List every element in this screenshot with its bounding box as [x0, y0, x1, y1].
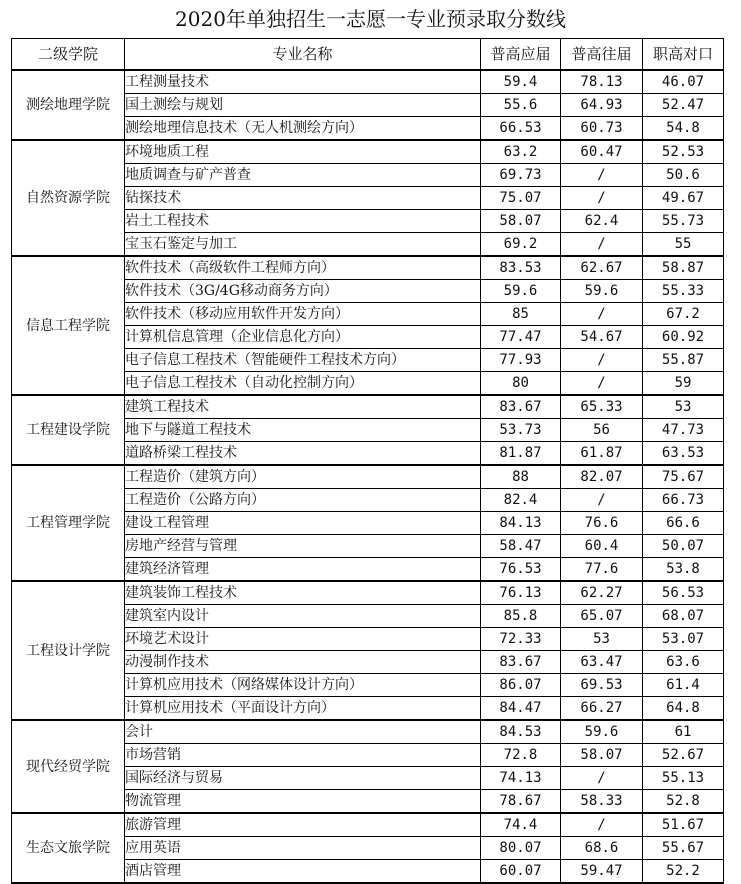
- major-cell: 环境地质工程: [125, 140, 481, 164]
- general-previous-score: /: [561, 372, 643, 396]
- major-cell: 酒店管理: [125, 860, 481, 884]
- college-cell: 信息工程学院: [12, 256, 125, 395]
- major-cell: 软件技术（移动应用软件开发方向）: [125, 303, 481, 326]
- major-cell: 国际经济与贸易: [125, 767, 481, 790]
- general-fresh-score: 80: [481, 372, 561, 396]
- vocational-score: 67.2: [643, 303, 724, 326]
- general-fresh-score: 77.93: [481, 349, 561, 372]
- vocational-score: 56.53: [643, 581, 724, 605]
- vocational-score: 63.53: [643, 442, 724, 466]
- general-fresh-score: 83.67: [481, 395, 561, 419]
- general-fresh-score: 66.53: [481, 117, 561, 141]
- header-general-fresh: 普高应届: [481, 39, 561, 71]
- vocational-score: 53.8: [643, 558, 724, 582]
- general-fresh-score: 82.4: [481, 489, 561, 512]
- table-row: [12, 70, 724, 94]
- major-cell: 软件技术（3G/4G移动商务方向）: [125, 280, 481, 303]
- general-previous-score: 63.47: [561, 651, 643, 674]
- general-previous-score: 61.87: [561, 442, 643, 466]
- college-cell: 生态文旅学院: [12, 813, 125, 883]
- vocational-score: 55: [643, 233, 724, 257]
- major-cell: 地下与隧道工程技术: [125, 419, 481, 442]
- vocational-score: 51.67: [643, 813, 724, 837]
- college-cell: 工程建设学院: [12, 395, 125, 465]
- vocational-score: 47.73: [643, 419, 724, 442]
- vocational-score: 63.6: [643, 651, 724, 674]
- general-previous-score: 64.93: [561, 94, 643, 117]
- header-vocational: 职高对口: [643, 39, 724, 71]
- major-cell: 市场营销: [125, 744, 481, 767]
- general-fresh-score: 80.07: [481, 837, 561, 860]
- general-previous-score: 78.13: [561, 70, 643, 94]
- college-cell: 工程设计学院: [12, 581, 125, 720]
- vocational-score: 50.07: [643, 535, 724, 558]
- vocational-score: 52.67: [643, 744, 724, 767]
- vocational-score: 50.6: [643, 164, 724, 187]
- general-fresh-score: 88: [481, 465, 561, 489]
- general-fresh-score: 75.07: [481, 187, 561, 210]
- major-cell: 计算机应用技术（网络媒体设计方向）: [125, 674, 481, 697]
- general-fresh-score: 81.87: [481, 442, 561, 466]
- vocational-score: 58.87: [643, 256, 724, 280]
- general-previous-score: 59.47: [561, 860, 643, 884]
- major-cell: 环境艺术设计: [125, 628, 481, 651]
- general-fresh-score: 55.6: [481, 94, 561, 117]
- vocational-score: 55.73: [643, 210, 724, 233]
- header-college: 二级学院: [12, 39, 125, 71]
- general-fresh-score: 78.67: [481, 790, 561, 814]
- major-cell: 动漫制作技术: [125, 651, 481, 674]
- general-previous-score: /: [561, 767, 643, 790]
- general-fresh-score: 76.13: [481, 581, 561, 605]
- admission-score-table: [11, 38, 724, 884]
- major-cell: 工程造价（建筑方向）: [125, 465, 481, 489]
- vocational-score: 49.67: [643, 187, 724, 210]
- table-row: [12, 720, 724, 744]
- general-fresh-score: 76.53: [481, 558, 561, 582]
- major-cell: 建筑经济管理: [125, 558, 481, 582]
- vocational-score: 52.8: [643, 790, 724, 814]
- general-fresh-score: 74.4: [481, 813, 561, 837]
- general-fresh-score: 84.47: [481, 697, 561, 721]
- general-previous-score: 77.6: [561, 558, 643, 582]
- major-cell: 软件技术（高级软件工程师方向）: [125, 256, 481, 280]
- major-cell: 计算机应用技术（平面设计方向）: [125, 697, 481, 721]
- general-previous-score: 76.6: [561, 512, 643, 535]
- general-fresh-score: 59.6: [481, 280, 561, 303]
- college-cell: 现代经贸学院: [12, 720, 125, 813]
- general-previous-score: 62.67: [561, 256, 643, 280]
- general-previous-score: /: [561, 187, 643, 210]
- major-cell: 地质调查与矿产普查: [125, 164, 481, 187]
- general-previous-score: /: [561, 489, 643, 512]
- vocational-score: 52.2: [643, 860, 724, 884]
- table-row: [12, 395, 724, 419]
- major-cell: 建筑装饰工程技术: [125, 581, 481, 605]
- college-cell: 测绘地理学院: [12, 70, 125, 140]
- major-cell: 工程测量技术: [125, 70, 481, 94]
- college-cell: 工程管理学院: [12, 465, 125, 581]
- general-previous-score: 65.07: [561, 605, 643, 628]
- vocational-score: 61.4: [643, 674, 724, 697]
- major-cell: 计算机信息管理（企业信息化方向）: [125, 326, 481, 349]
- major-cell: 应用英语: [125, 837, 481, 860]
- general-previous-score: 60.73: [561, 117, 643, 141]
- general-previous-score: /: [561, 233, 643, 257]
- major-cell: 宝玉石鉴定与加工: [125, 233, 481, 257]
- general-previous-score: 58.33: [561, 790, 643, 814]
- general-fresh-score: 85.8: [481, 605, 561, 628]
- vocational-score: 64.8: [643, 697, 724, 721]
- general-fresh-score: 60.07: [481, 860, 561, 884]
- header-major: 专业名称: [125, 39, 481, 71]
- major-cell: 会计: [125, 720, 481, 744]
- vocational-score: 66.6: [643, 512, 724, 535]
- vocational-score: 60.92: [643, 326, 724, 349]
- vocational-score: 55.67: [643, 837, 724, 860]
- general-fresh-score: 58.47: [481, 535, 561, 558]
- major-cell: 钻探技术: [125, 187, 481, 210]
- major-cell: 建设工程管理: [125, 512, 481, 535]
- general-fresh-score: 63.2: [481, 140, 561, 164]
- general-previous-score: /: [561, 349, 643, 372]
- table-body: [12, 70, 724, 883]
- major-cell: 测绘地理信息技术（无人机测绘方向）: [125, 117, 481, 141]
- major-cell: 国土测绘与规划: [125, 94, 481, 117]
- general-previous-score: 54.67: [561, 326, 643, 349]
- general-fresh-score: 84.13: [481, 512, 561, 535]
- general-fresh-score: 86.07: [481, 674, 561, 697]
- general-previous-score: 62.4: [561, 210, 643, 233]
- vocational-score: 46.07: [643, 70, 724, 94]
- general-previous-score: /: [561, 164, 643, 187]
- table-header-row: [12, 39, 724, 71]
- vocational-score: 55.87: [643, 349, 724, 372]
- general-previous-score: 53: [561, 628, 643, 651]
- vocational-score: 53.07: [643, 628, 724, 651]
- general-fresh-score: 69.73: [481, 164, 561, 187]
- header-general-previous: 普高往届: [561, 39, 643, 71]
- vocational-score: 61: [643, 720, 724, 744]
- major-cell: 物流管理: [125, 790, 481, 814]
- general-fresh-score: 72.33: [481, 628, 561, 651]
- vocational-score: 54.8: [643, 117, 724, 141]
- vocational-score: 52.53: [643, 140, 724, 164]
- general-previous-score: 68.6: [561, 837, 643, 860]
- general-fresh-score: 83.53: [481, 256, 561, 280]
- general-fresh-score: 58.07: [481, 210, 561, 233]
- vocational-score: 75.67: [643, 465, 724, 489]
- general-fresh-score: 84.53: [481, 720, 561, 744]
- general-fresh-score: 74.13: [481, 767, 561, 790]
- general-fresh-score: 83.67: [481, 651, 561, 674]
- general-fresh-score: 69.2: [481, 233, 561, 257]
- college-cell: 自然资源学院: [12, 140, 125, 256]
- general-previous-score: /: [561, 813, 643, 837]
- table-row: [12, 256, 724, 280]
- table-row: [12, 581, 724, 605]
- general-fresh-score: 59.4: [481, 70, 561, 94]
- general-previous-score: 65.33: [561, 395, 643, 419]
- general-fresh-score: 77.47: [481, 326, 561, 349]
- vocational-score: 55.33: [643, 280, 724, 303]
- general-previous-score: /: [561, 303, 643, 326]
- general-fresh-score: 85: [481, 303, 561, 326]
- general-previous-score: 62.27: [561, 581, 643, 605]
- general-previous-score: 60.4: [561, 535, 643, 558]
- major-cell: 岩土工程技术: [125, 210, 481, 233]
- vocational-score: 66.73: [643, 489, 724, 512]
- general-previous-score: 58.07: [561, 744, 643, 767]
- document-title: 2020年单独招生一志愿一专业预录取分数线: [175, 7, 566, 31]
- general-previous-score: 59.6: [561, 280, 643, 303]
- vocational-score: 68.07: [643, 605, 724, 628]
- vocational-score: 55.13: [643, 767, 724, 790]
- vocational-score: 53: [643, 395, 724, 419]
- table-row: [12, 465, 724, 489]
- table-row: [12, 140, 724, 164]
- general-fresh-score: 53.73: [481, 419, 561, 442]
- major-cell: 房地产经营与管理: [125, 535, 481, 558]
- vocational-score: 59: [643, 372, 724, 396]
- major-cell: 道路桥梁工程技术: [125, 442, 481, 466]
- general-previous-score: 69.53: [561, 674, 643, 697]
- general-previous-score: 56: [561, 419, 643, 442]
- general-previous-score: 60.47: [561, 140, 643, 164]
- vocational-score: 52.47: [643, 94, 724, 117]
- table-row: [12, 813, 724, 837]
- general-previous-score: 59.6: [561, 720, 643, 744]
- major-cell: 建筑工程技术: [125, 395, 481, 419]
- general-previous-score: 66.27: [561, 697, 643, 721]
- general-previous-score: 82.07: [561, 465, 643, 489]
- major-cell: 工程造价（公路方向）: [125, 489, 481, 512]
- major-cell: 电子信息工程技术（智能硬件工程技术方向）: [125, 349, 481, 372]
- major-cell: 旅游管理: [125, 813, 481, 837]
- major-cell: 建筑室内设计: [125, 605, 481, 628]
- major-cell: 电子信息工程技术（自动化控制方向）: [125, 372, 481, 396]
- general-fresh-score: 72.8: [481, 744, 561, 767]
